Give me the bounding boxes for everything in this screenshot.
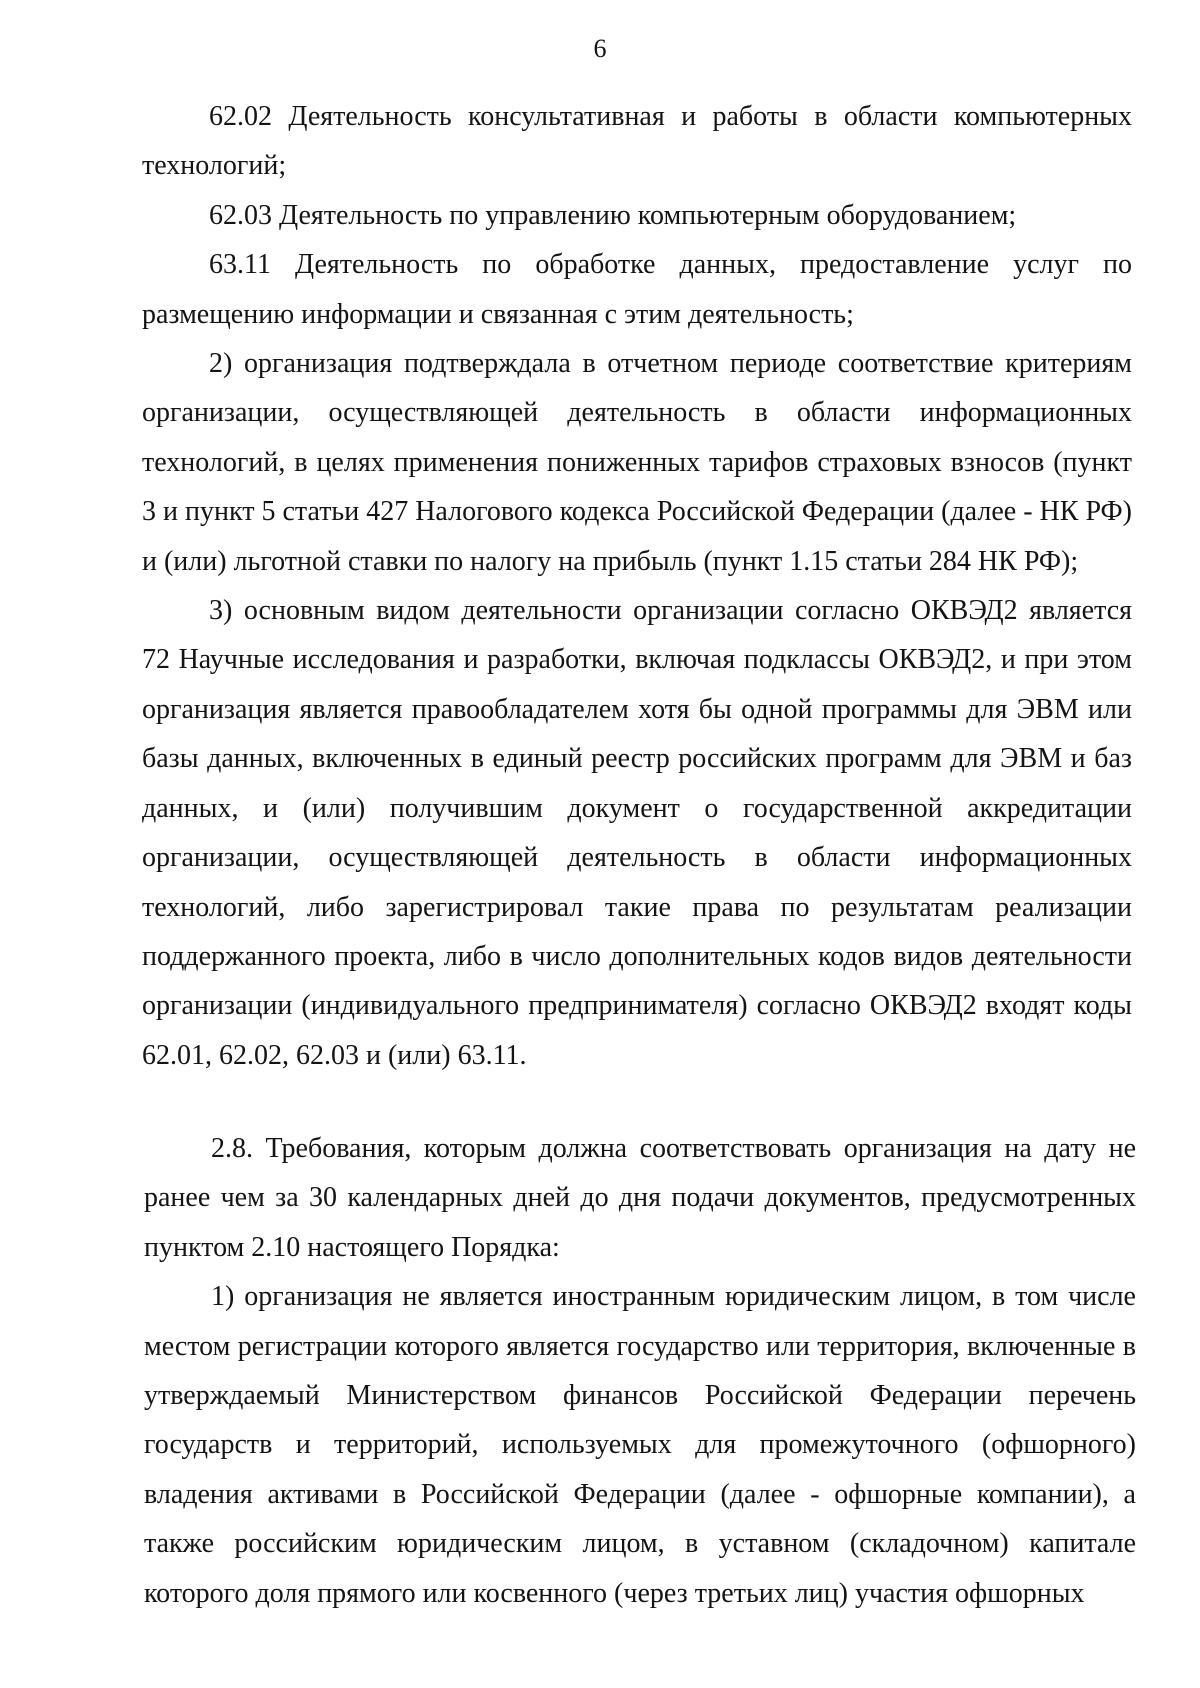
paragraph-okved-62-02: 62.02 Деятельность консультативная и работы в области компьютерных технологий; [142,101,1132,182]
document-body [142,92,1132,1080]
paragraph-requirement-1: 1) организация не является иностранным юридическим лицом, в том числе местом регистрации которого является государство или территория, включенные в утверждаемый Министерством финансов Российской Федерации перечень государств и территорий, используемых для промежуточного (офшорного) владения активами в Российской Федерации (далее - офшорные компании), а также российским юридическим лицом, в уставном (складочном) капитале которого доля прямого или косвенного (через третьих лиц) участия офшорных [144,1281,1136,1609]
paragraph-okved-62-03: 62.03 Деятельность по управлению компьютерным оборудованием; [209,199,1017,231]
document-body-section-2-8 [144,1124,1136,1618]
paragraph-okved-63-11: 63.11 Деятельность по обработке данных, предоставление услуг по размещению информации и связанная с этим деятельность; [142,249,1132,330]
paragraph-criterion-2: 2) организация подтверждала в отчетном периоде соответствие критериям организации, осуществляющей деятельность в области информационных технологий, в целях применения пониженных тарифов страховых взносов (пункт 3 и пункт 5 статьи 427 Налогового кодекса Российской Федерации (далее - НК РФ) и (или) льготной ставки по налогу на прибыль (пункт 1.15 статьи 284 НК РФ); [142,348,1132,577]
page-number: 6 [593,34,607,63]
paragraph-section-2-8: 2.8. Требования, которым должна соответствовать организация на дату не ранее чем за 30 календарных дней до дня подачи документов, предусмотренных пунктом 2.10 настоящего Порядка: [144,1133,1136,1263]
paragraph-criterion-3: 3) основным видом деятельности организации согласно ОКВЭД2 является 72 Научные исследования и разработки, включая подклассы ОКВЭД2, и при этом организация является правообладателем хотя бы одной программы для ЭВМ или базы данных, включенных в единый реестр российских программ для ЭВМ и баз данных, и (или) получившим документ о государственной аккредитации организации, осуществляющей деятельность в области информационных технологий, либо зарегистрировал такие права по результатам реализации поддержанного проекта, либо в число дополнительных кодов видов деятельности организации (индивидуального предпринимателя) согласно ОКВЭД2 входят коды 62.01, 62.02, 62.03 и (или) 63.11. [142,595,1132,1071]
